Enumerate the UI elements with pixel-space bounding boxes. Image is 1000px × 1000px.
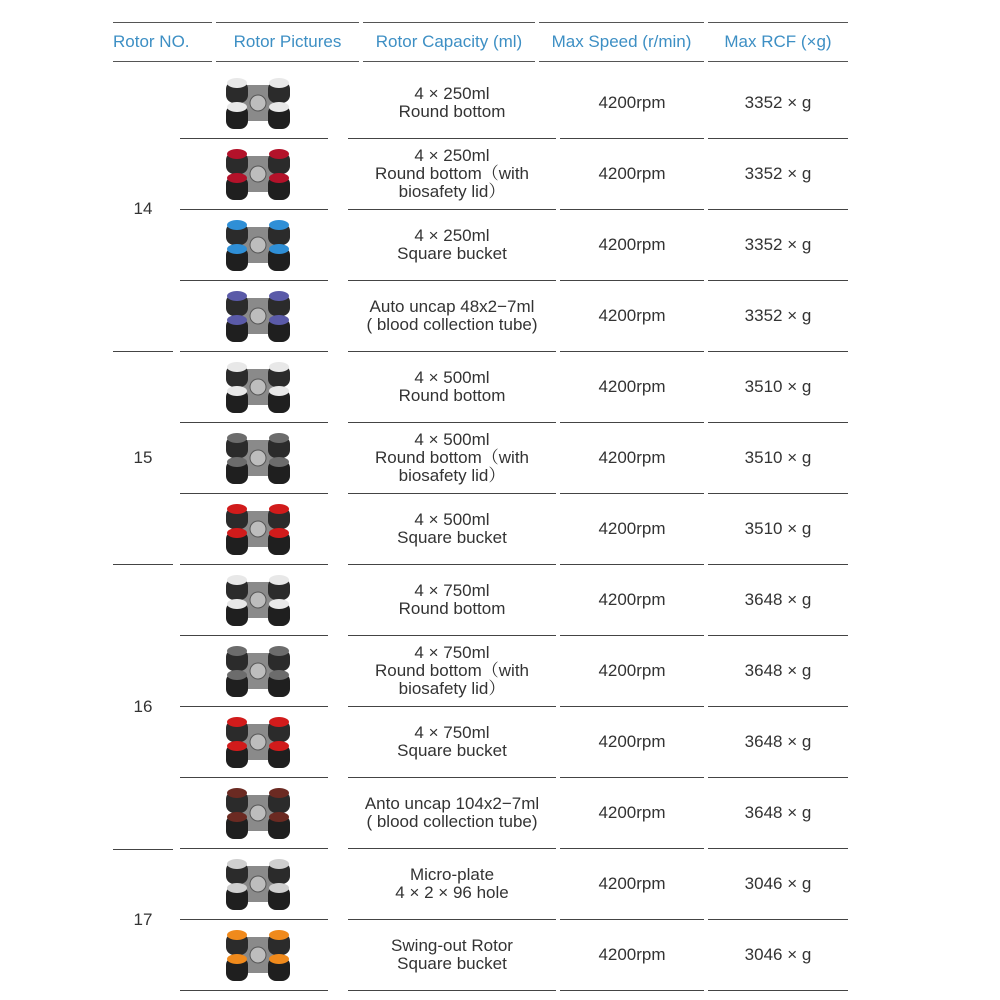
red-lid-rotor-icon [216,142,300,206]
rotor-capacity [348,706,556,777]
max-rcf: 3648 × g [744,660,812,680]
rotor-number-14: 14 [133,198,153,218]
table-row [180,493,848,564]
table-row [180,564,848,635]
rotor-capacity [348,635,556,706]
capacity-line: 4 × 250ml [414,225,490,245]
max-rcf: 3046 × g [744,944,812,964]
capacity-line: Anto uncap 104x2−7ml [364,793,540,813]
black-round-bucket-rotor-icon [216,71,300,135]
max-speed: 4200rpm [598,376,666,396]
table-row [180,422,848,493]
capacity-line: Round bottom（with [374,660,530,680]
white-round-rotor-icon [216,568,300,632]
capacity-line: Micro-plate [409,864,495,884]
rotor-capacity [348,209,556,280]
capacity-line: Auto uncap 48x2−7ml [369,296,535,316]
max-speed: 4200rpm [598,518,666,538]
grey-lid-rotor-icon [216,639,300,703]
rotor-number-17: 17 [133,910,153,929]
max-speed: 4200rpm [598,731,666,751]
header-rotor-no: Rotor NO. [113,22,212,62]
capacity-line: 4 × 250ml [414,83,490,103]
max-speed: 4200rpm [598,660,666,680]
header-max-speed: Max Speed (r/min) [539,22,704,62]
max-rcf: 3352 × g [744,234,812,254]
table-row [180,351,848,422]
rotor-capacity [348,138,556,209]
rotor-capacity [348,564,556,635]
max-rcf: 3510 × g [744,518,812,538]
table-row [180,777,848,848]
purple-tube-rotor-icon [216,284,300,348]
brown-tube-rotor-icon [216,781,300,845]
divider [560,990,704,991]
header-max-rcf: Max RCF (×g) [708,22,848,62]
header-rotor-pictures: Rotor Pictures [216,22,359,62]
blue-red-square-rotor-icon [216,213,300,277]
rotor-capacity [348,919,556,990]
max-rcf: 3352 × g [744,163,812,183]
capacity-line: 4 × 250ml [414,145,490,165]
microplate-rotor-icon [216,852,300,916]
max-speed: 4200rpm [598,589,666,609]
table-row [180,706,848,777]
capacity-line: ( blood collection tube) [366,314,538,334]
capacity-line: 4 × 750ml [414,642,490,662]
rotor-capacity [348,67,556,138]
capacity-line: 4 × 750ml [414,722,490,742]
capacity-line: Square bucket [397,527,507,547]
max-rcf: 3510 × g [744,376,812,396]
capacity-line: Round bottom（with [374,447,530,467]
capacity-line: 4 × 2 × 96 hole [395,882,509,902]
capacity-line: Square bucket [397,243,507,263]
capacity-line: 4 × 500ml [414,429,490,449]
table-row [180,67,848,138]
capacity-line: 4 × 500ml [414,509,490,529]
header-rotor-capacity: Rotor Capacity (ml) [363,22,535,62]
max-speed: 4200rpm [598,163,666,183]
capacity-line: biosafety lid） [398,181,506,201]
capacity-line: Round bottom [398,598,506,618]
max-speed: 4200rpm [598,447,666,467]
table-row [180,138,848,209]
divider [348,990,556,991]
max-speed: 4200rpm [598,305,666,325]
table-row [180,280,848,351]
capacity-line: Round bottom [398,385,506,405]
capacity-line: Round bottom（with [374,163,530,183]
max-rcf: 3648 × g [744,802,812,822]
rotor-capacity [348,848,556,919]
table-row [180,635,848,706]
orange-swing-rotor-icon [216,923,300,987]
rotor-capacity [348,351,556,422]
rotor-number-15: 15 [133,448,153,467]
max-speed: 4200rpm [598,234,666,254]
capacity-line: Swing-out Rotor [391,935,513,955]
capacity-line: 4 × 750ml [414,580,490,600]
table-row [180,919,848,990]
max-speed: 4200rpm [598,92,666,112]
rotor-capacity [348,422,556,493]
max-speed: 4200rpm [598,944,666,964]
table-row [180,848,848,919]
max-rcf: 3046 × g [744,873,812,893]
rotor-capacity [348,777,556,848]
red-tube-square-rotor-icon [216,497,300,561]
max-speed: 4200rpm [598,873,666,893]
max-rcf: 3510 × g [744,447,812,467]
max-rcf: 3648 × g [744,731,812,751]
divider [708,990,848,991]
capacity-line: Round bottom [398,101,506,121]
rotor-capacity [348,493,556,564]
capacity-line: Square bucket [397,740,507,760]
max-rcf: 3352 × g [744,305,812,325]
max-speed: 4200rpm [598,802,666,822]
capacity-line: Square bucket [397,953,507,973]
rotor-number-16: 16 [133,697,153,716]
grey-lid-rotor-icon [216,426,300,490]
max-rcf: 3352 × g [744,92,812,112]
capacity-line: 4 × 500ml [414,367,490,387]
divider [180,990,328,991]
table-row [180,209,848,280]
max-rcf: 3648 × g [744,589,812,609]
rotor-capacity [348,280,556,351]
capacity-line: ( blood collection tube) [366,811,538,831]
white-round-rotor-icon [216,355,300,419]
red-tube-square-rotor-icon [216,710,300,774]
capacity-line: biosafety lid） [398,465,506,485]
capacity-line: biosafety lid） [398,678,506,698]
